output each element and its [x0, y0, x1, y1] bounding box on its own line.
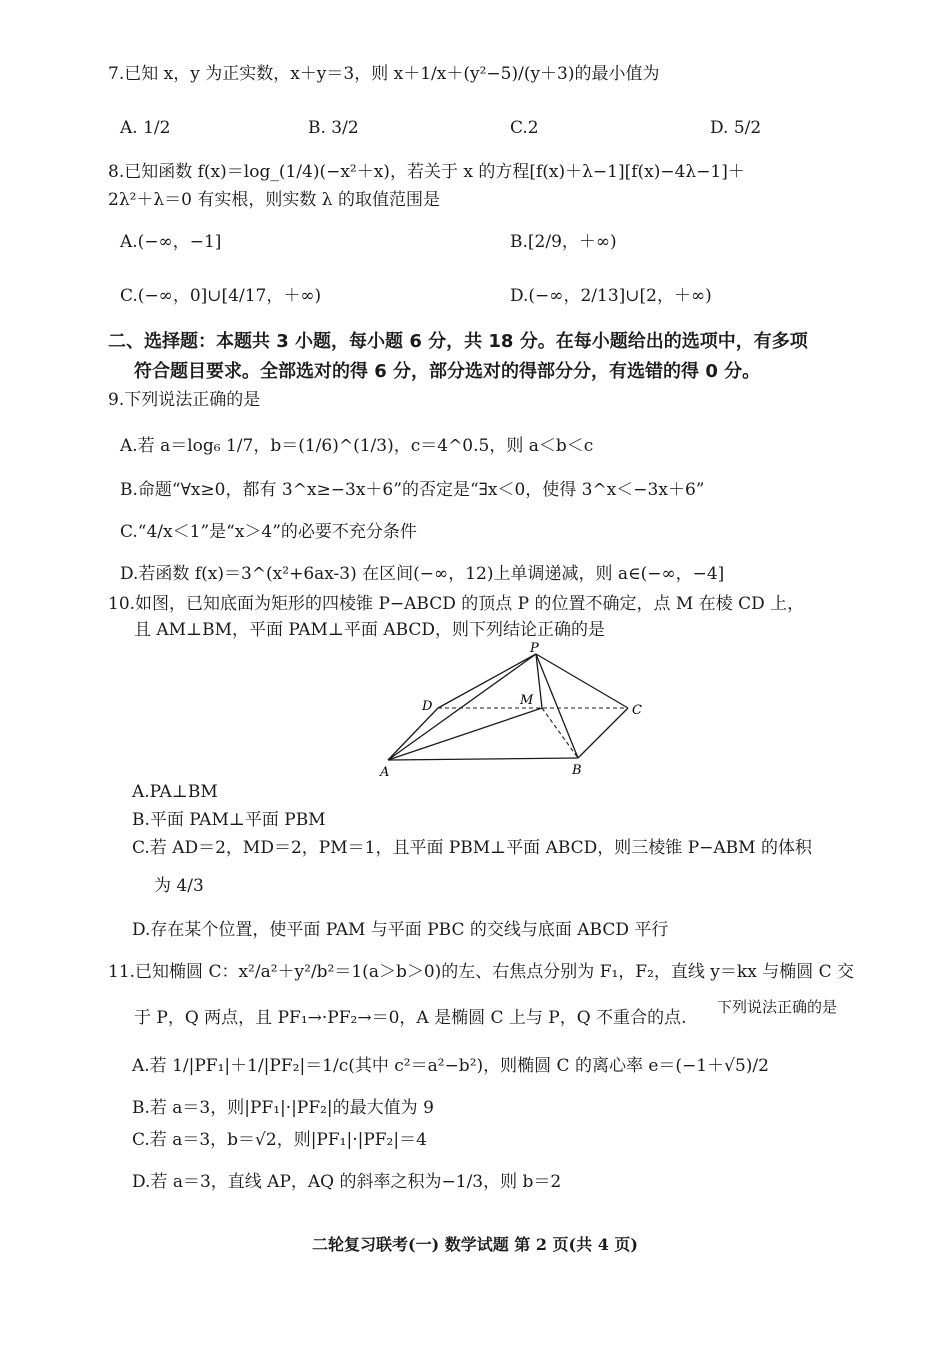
q7-option-d: D. 5/2 [710, 118, 762, 138]
q7-option-a: A. 1/2 [120, 118, 171, 138]
q8-option-a: A.(−∞，−1] [120, 232, 222, 252]
q8-option-b: B.[2/9，＋∞) [510, 232, 617, 252]
q9-option-a: A.若 a＝log₆ 1/7，b＝(1/6)^(1/3)，c＝4^0.5，则 a＜b＜c [120, 436, 594, 456]
q8-stem-line2: 2λ²＋λ＝0 有实根，则实数 λ 的取值范围是 [108, 190, 440, 210]
q9-option-d: D.若函数 f(x)＝3^(x²+6ax-3) 在区间(−∞，12)上单调递减，则 a∈(−∞，−4] [120, 564, 725, 584]
q11-option-d: D.若 a＝3，直线 AP，AQ 的斜率之积为−1/3，则 b＝2 [132, 1172, 562, 1192]
edge-ab [388, 758, 578, 760]
edge-pc [536, 654, 628, 708]
q11-stem-line1: 11.已知椭圆 C：x²/a²＋y²/b²＝1(a＞b＞0)的左、右焦点分别为 F₁，F₂，直线 y＝kx 与椭圆 C 交 [108, 962, 855, 982]
edge-mb-hidden [542, 708, 578, 758]
q8-option-c: C.(−∞，0]∪[4/17，＋∞) [120, 286, 322, 306]
q11-option-c: C.若 a＝3，b＝√2，则|PF₁|·|PF₂|＝4 [132, 1130, 427, 1150]
label-a: A [380, 765, 390, 780]
q11-option-b: B.若 a＝3，则|PF₁|·|PF₂|的最大值为 9 [132, 1098, 434, 1118]
label-p: P [530, 641, 539, 656]
q7-option-c: C.2 [510, 118, 539, 138]
q8-option-d: D.(−∞，2/13]∪[2，＋∞) [510, 286, 712, 306]
q10-option-a: A.PA⊥BM [132, 782, 218, 802]
pyramid-figure [370, 640, 650, 780]
page-footer: 二轮复习联考(一) 数学试题 第 2 页(共 4 页) [312, 1235, 638, 1254]
q9-option-c: C.“4/x＜1”是“x＞4”的必要不充分条件 [120, 522, 417, 542]
q7-option-b: B. 3/2 [308, 118, 359, 138]
label-d: D [422, 699, 433, 714]
edge-bc [578, 708, 628, 758]
label-c: C [632, 703, 642, 718]
q9-option-b: B.命题“∀x≥0，都有 3^x≥−3x＋6”的否定是“∃x＜0，使得 3^x＜−3x＋6” [120, 480, 705, 500]
label-b: B [572, 763, 582, 778]
section2-heading-line2: 符合题目要求。全部选对的得 6 分，部分选对的得部分分，有选错的得 0 分。 [134, 361, 761, 382]
q9-stem: 9.下列说法正确的是 [108, 390, 261, 410]
q10-stem-line2: 且 AM⊥BM，平面 PAM⊥平面 ABCD，则下列结论正确的是 [134, 620, 606, 640]
q10-option-c: C.若 AD＝2，MD＝2，PM＝1，且平面 PBM⊥平面 ABCD，则三棱锥 P−ABM 的体积 [132, 838, 812, 858]
q10-option-c-cont: 为 4/3 [154, 876, 204, 896]
q11-overlay-text: 下列说法正确的是 [717, 998, 838, 1016]
q11-stem-line2: 于 P，Q 两点，且 PF₁→·PF₂→＝0，A 是椭圆 C 上与 P，Q 不重合的点. [134, 1008, 687, 1028]
q8-stem-line1: 8.已知函数 f(x)＝log_(1/4)(−x²＋x)，若关于 x 的方程[f(x)＋λ−1][f(x)−4λ−1]＋ [108, 162, 745, 182]
edge-am [388, 708, 542, 760]
q10-option-d: D.存在某个位置，使平面 PAM 与平面 PBC 的交线与底面 ABCD 平行 [132, 920, 669, 940]
q7-stem: 7.已知 x，y 为正实数，x＋y＝3，则 x＋1/x＋(y²−5)/(y＋3)的最小值为 [108, 64, 660, 84]
q11-option-a: A.若 1/|PF₁|＋1/|PF₂|＝1/c(其中 c²＝a²−b²)，则椭圆 C 的离心率 e＝(−1＋√5)/2 [132, 1056, 769, 1076]
q10-option-b: B.平面 PAM⊥平面 PBM [132, 810, 326, 830]
q10-stem-line1: 10.如图，已知底面为矩形的四棱锥 P−ABCD 的顶点 P 的位置不确定，点 M 在棱 CD 上， [108, 594, 805, 614]
section2-heading-line1: 二、选择题：本题共 3 小题，每小题 6 分，共 18 分。在每小题给出的选项中，有多项 [108, 331, 808, 352]
label-m: M [520, 693, 534, 708]
edge-pa [388, 654, 536, 760]
